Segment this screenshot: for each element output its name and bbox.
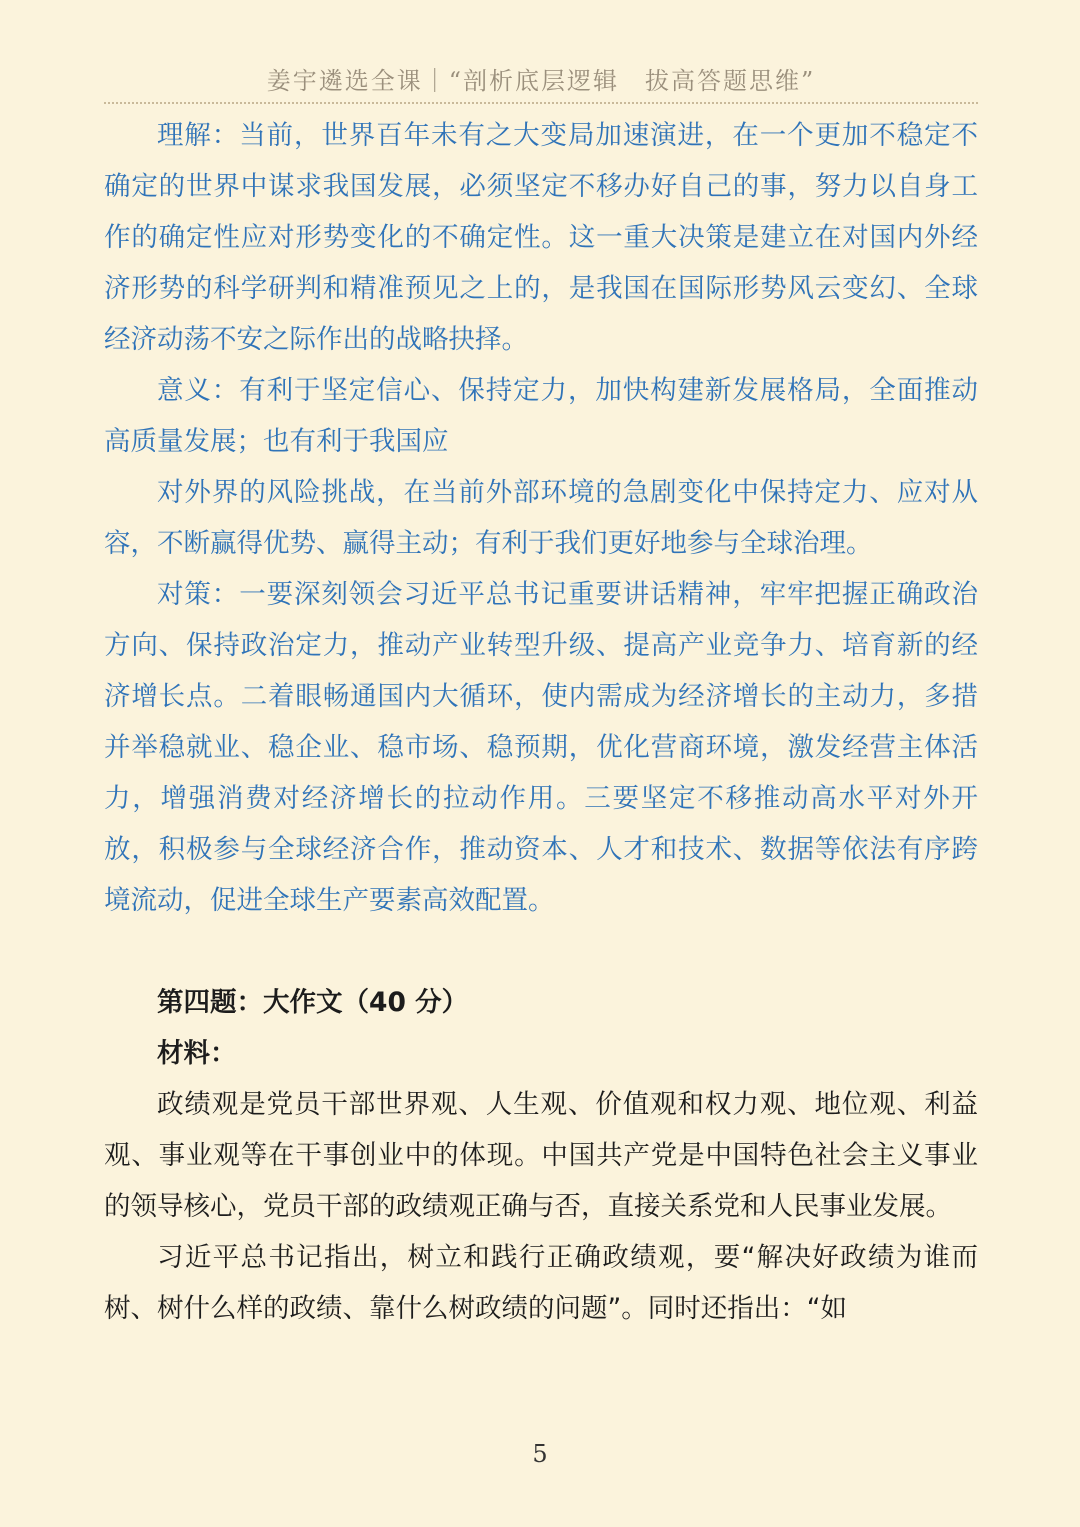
answer-significance-part-1: 意义：有利于坚定信心、保持定力，加快构建新发展格局，全面推动高质量发展；也有利于我国应 <box>104 375 978 457</box>
material-label: 材料： <box>157 1038 237 1069</box>
header-divider <box>104 102 978 104</box>
answer-countermeasures: 对策：一要深刻领会习近平总书记重要讲话精神，牢牢把握正确政治方向、保持政治定力，推动产业转型升级、提高产业竞争力、培育新的经济增长点。二着眼畅通国内大循环，使内需成为经济增长的主动力，多措并举稳就业、稳企业、稳市场、稳预期，优化营商环境，激发经营主体活力，增强消费对经济增长的拉动作用。三要坚定不移推动高水平对外开放，积极参与全球经济合作，推动资本、人才和技术、数据等依法有序跨境流动，促进全球生产要素高效配置。 <box>104 579 978 916</box>
page-number: 5 <box>532 1440 548 1468</box>
answer-understanding: 理解：当前，世界百年未有之大变局加速演进，在一个更加不稳定不确定的世界中谋求我国发展，必须坚定不移办好自己的事，努力以自身工作的确定性应对形势变化的不确定性。这一重大决策是建立在对国内外经济形势的科学研判和精准预见之上的，是我国在国际形势风云变幻、全球经济动荡不安之际作出的战略抉择。 <box>104 120 978 355</box>
material-paragraph-2: 习近平总书记指出，树立和践行正确政绩观，要“解决好政绩为谁而树、树什么样的政绩、靠什么树政绩的问题”。同时还指出：“如 <box>104 1242 978 1324</box>
section-gap <box>104 926 978 977</box>
answer-significance-part-2: 对外界的风险挑战，在当前外部环境的急剧变化中保持定力、应对从容，不断赢得优势、赢得主动；有利于我们更好地参与全球治理。 <box>104 477 978 559</box>
page-content <box>104 110 978 1334</box>
material-paragraph-1: 政绩观是党员干部世界观、人生观、价值观和权力观、地位观、利益观、事业观等在干事创业中的体现。中国共产党是中国特色社会主义事业的领导核心，党员干部的政绩观正确与否，直接关系党和人民事业发展。 <box>104 1089 978 1222</box>
page-header: 姜宇遴选全课｜“剖析底层逻辑 拔高答题思维” <box>266 67 816 95</box>
question-heading: 第四题：大作文（40 分） <box>157 987 469 1018</box>
